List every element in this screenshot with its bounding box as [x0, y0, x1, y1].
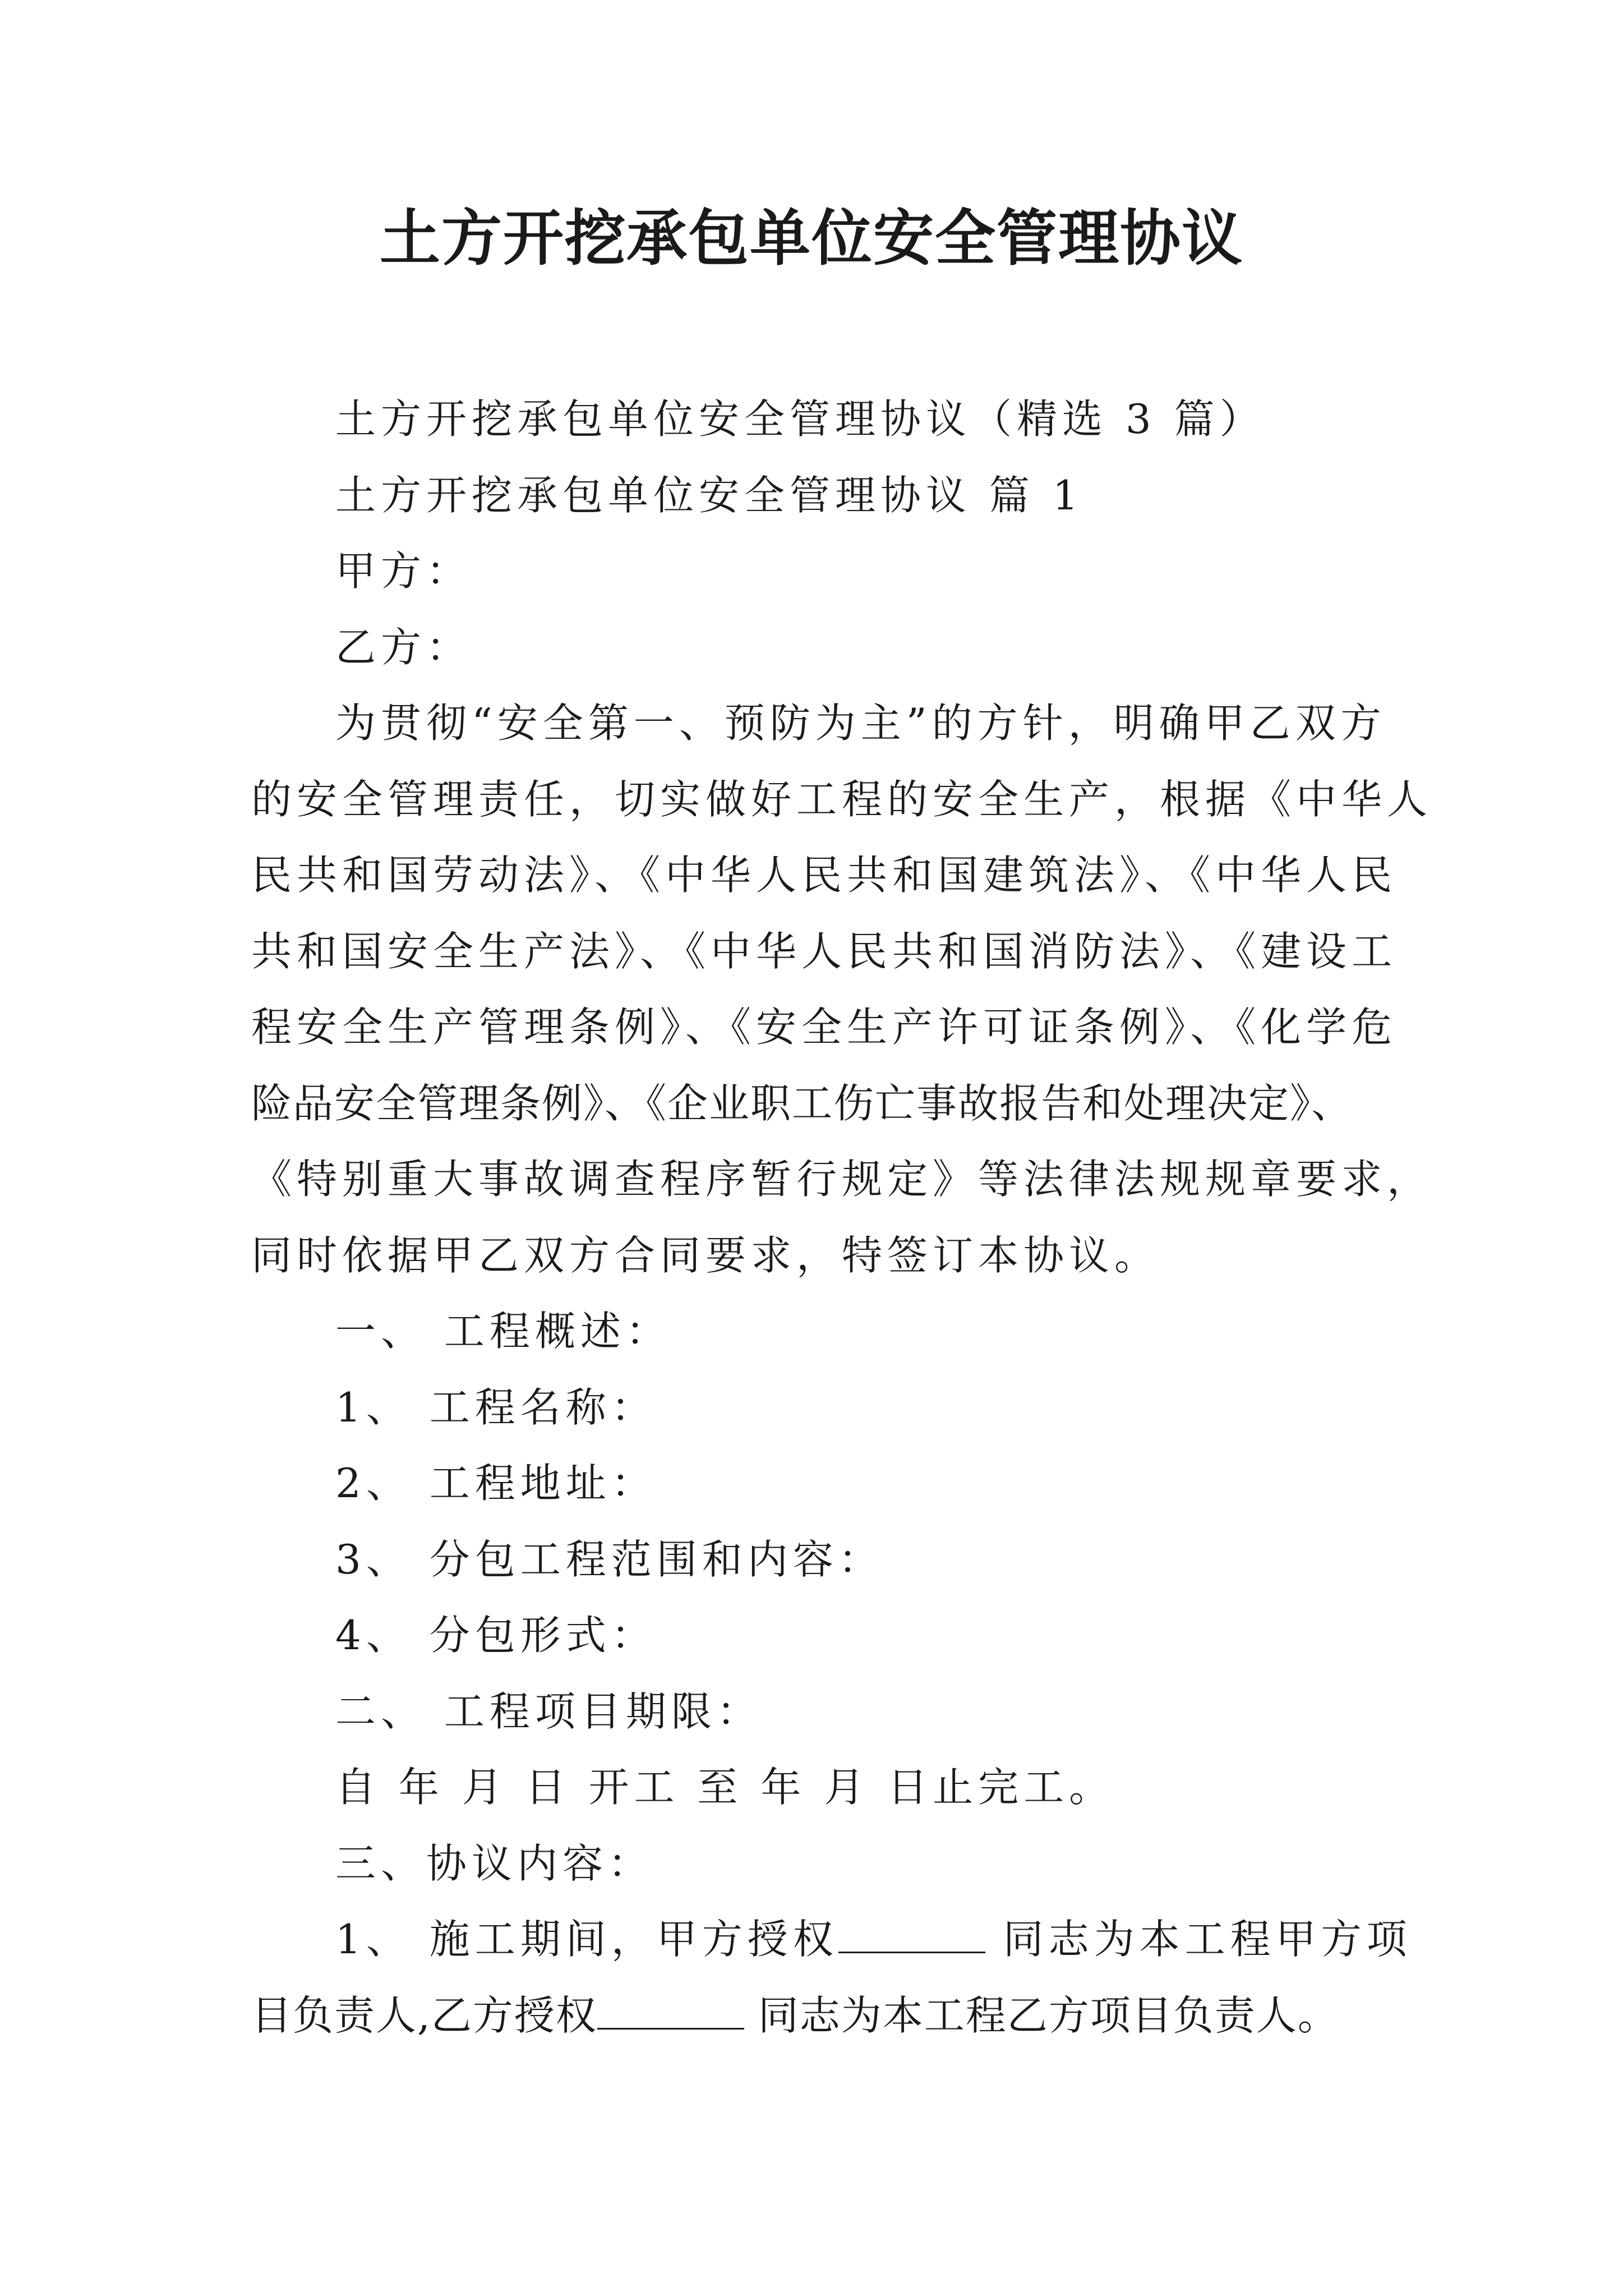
intro-line: 民共和国劳动法》、《中华人民共和国建筑法》、《中华人民	[251, 852, 1398, 899]
intro-line: 险品安全管理条例》、《企业职工伤亡事故报告和处理决定》、	[251, 1079, 1353, 1127]
subtitle: 土方开挖承包单位安全管理协议（精选 3 篇）	[335, 395, 1265, 443]
section-item: 4、 分包形式：	[335, 1612, 657, 1659]
clause-text: 目负责人,乙方授权	[251, 1991, 597, 2039]
signature-blank	[597, 1994, 744, 2030]
document-body	[251, 381, 1433, 2054]
section-item: 3、 分包工程范围和内容：	[335, 1535, 884, 1583]
clause-text: 同志为本工程甲方项	[985, 1916, 1412, 1963]
section-heading: 一、 工程概述：	[335, 1308, 671, 1355]
intro-line: 为贯彻“安全第一、预防为主”的方针，明确甲乙双方	[335, 700, 1386, 747]
party-b-label: 乙方：	[335, 623, 472, 671]
intro-line: 程安全生产管理条例》、《安全生产许可证条例》、《化学危	[251, 1004, 1398, 1051]
signature-blank	[838, 1918, 985, 1953]
period-line: 自 年 月 日 开工 至 年 月 日止完工。	[335, 1764, 1115, 1811]
party-a-label: 甲方：	[335, 547, 472, 595]
intro-line: 同时依据甲乙双方合同要求，特签订本协议。	[251, 1231, 1160, 1279]
intro-line: 《特别重大事故调查程序暂行规定》等法律法规规章要求，	[251, 1156, 1433, 1203]
document-title: 土方开挖承包单位安全管理协议	[379, 203, 1243, 274]
chapter-heading: 土方开挖承包单位安全管理协议 篇 1	[335, 471, 1083, 519]
intro-line: 的安全管理责任，切实做好工程的安全生产，根据《中华人	[251, 775, 1433, 823]
intro-line: 共和国安全生产法》、《中华人民共和国消防法》、《建设工	[251, 927, 1398, 975]
section-heading: 二、 工程项目期限：	[335, 1687, 762, 1735]
section-item: 1、 工程名称：	[335, 1383, 657, 1431]
section-heading: 三、协议内容：	[335, 1839, 654, 1887]
clause-text: 1、 施工期间，甲方授权	[335, 1916, 838, 1963]
clause-line	[251, 1902, 1429, 1978]
clause-line	[251, 1978, 1429, 2054]
section-item: 2、 工程地址：	[335, 1460, 657, 1507]
clause-text: 同志为本工程乙方项目负责人。	[744, 1991, 1339, 2039]
